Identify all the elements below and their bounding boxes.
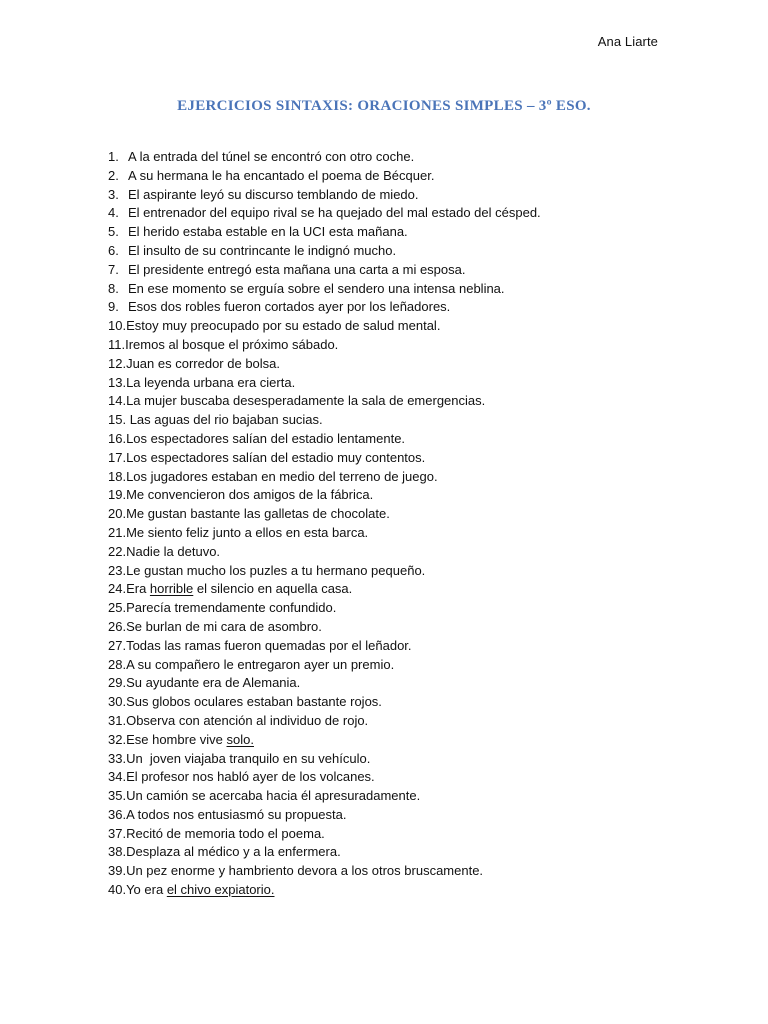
- exercise-item: [108, 843, 541, 862]
- exercise-text: La mujer buscaba desesperadamente la sala de emergencias.: [126, 393, 486, 409]
- exercise-item: [108, 298, 541, 317]
- exercise-text: A su compañero le entregaron ayer un premio.: [126, 656, 395, 672]
- exercise-item: [108, 599, 541, 618]
- exercise-number: 21.: [108, 524, 127, 540]
- exercise-item: [108, 637, 541, 656]
- exercise-number: 9.: [108, 299, 119, 315]
- exercise-item: [108, 204, 541, 223]
- exercise-text: Estoy muy preocupado por su estado de salud mental.: [126, 318, 441, 334]
- exercise-text: A la entrada del túnel se encontró con otro coche.: [128, 149, 415, 164]
- exercise-text: El presidente entregó esta mañana una carta a mi esposa.: [128, 261, 466, 277]
- exercise-number: 23.: [108, 562, 127, 578]
- exercise-item: [108, 261, 541, 280]
- exercise-text: Observa con atención al individuo de rojo.: [126, 712, 369, 728]
- underlined-text: horrible: [149, 581, 194, 597]
- exercise-item: [108, 750, 541, 769]
- exercise-number: 16.: [108, 430, 127, 446]
- exercise-text: Recitó de memoria todo el poema.: [126, 825, 325, 841]
- exercise-item: [108, 336, 541, 355]
- exercise-number: 12.: [108, 355, 127, 371]
- exercise-number: 29.: [108, 675, 127, 691]
- exercise-number: 17.: [108, 449, 127, 465]
- exercise-text: Un joven viajaba tranquilo en su vehículo.: [126, 750, 371, 766]
- exercise-text: Ese hombre vive: [126, 731, 227, 747]
- exercise-number: 31.: [108, 712, 127, 728]
- exercise-number: 26.: [108, 618, 127, 634]
- exercise-text: La leyenda urbana era cierta.: [126, 374, 296, 390]
- exercise-number: 22.: [108, 543, 127, 559]
- exercise-text: Me gustan bastante las galletas de chocolate.: [126, 506, 390, 522]
- underlined-text: solo.: [226, 731, 254, 747]
- exercise-text: El entrenador del equipo rival se ha quejado del mal estado del césped.: [128, 205, 541, 221]
- exercise-number: 3.: [108, 186, 119, 202]
- exercise-text: Las aguas del rio bajaban sucias.: [126, 412, 323, 428]
- exercise-number: 33.: [108, 750, 127, 766]
- exercise-number: 15.: [108, 412, 127, 428]
- exercise-item: [108, 787, 541, 806]
- exercise-text: El insulto de su contrincante le indignó mucho.: [128, 242, 397, 258]
- exercise-item: [108, 881, 541, 900]
- exercise-text: En ese momento se erguía sobre el sendero una intensa neblina.: [128, 280, 505, 296]
- exercise-number: 36.: [108, 806, 127, 822]
- exercise-number: 4.: [108, 205, 119, 221]
- exercise-number: 27.: [108, 637, 127, 653]
- exercise-item: [108, 674, 541, 693]
- exercise-text: Un pez enorme y hambriento devora a los otros bruscamente.: [126, 863, 484, 879]
- exercise-text: Desplaza al médico y a la enfermera.: [126, 844, 341, 860]
- exercise-text: El aspirante leyó su discurso temblando de miedo.: [128, 186, 419, 202]
- exercise-text: Un camión se acercaba hacia él apresuradamente.: [126, 788, 421, 804]
- exercise-item: [108, 167, 541, 186]
- exercise-number: 1.: [108, 149, 119, 164]
- exercise-item: [108, 580, 541, 599]
- exercise-item: [108, 618, 541, 637]
- exercise-item: [108, 524, 541, 543]
- document-title: EJERCICIOS SINTAXIS: ORACIONES SIMPLES – 3º ESO.: [177, 98, 591, 114]
- exercise-text: Me siento feliz junto a ellos en esta barca.: [126, 524, 369, 540]
- exercise-text: Su ayudante era de Alemania.: [126, 675, 301, 691]
- exercise-number: 20.: [108, 506, 127, 522]
- exercise-number: 13.: [108, 374, 127, 390]
- author-name: Ana Liarte: [597, 34, 658, 49]
- exercise-item: [108, 731, 541, 750]
- exercise-text: Los espectadores salían del estadio lentamente.: [126, 430, 406, 446]
- exercise-item: [108, 562, 541, 581]
- exercise-number: 40.: [108, 882, 127, 898]
- exercise-number: 30.: [108, 694, 127, 710]
- exercise-number: 32.: [108, 731, 127, 747]
- exercise-number: 39.: [108, 863, 127, 879]
- exercise-item: [108, 148, 541, 167]
- exercise-number: 37.: [108, 825, 127, 841]
- exercise-number: 24.: [108, 581, 127, 597]
- exercise-item: [108, 862, 541, 881]
- exercise-number: 18.: [108, 468, 127, 484]
- exercise-item: [108, 242, 541, 261]
- exercise-number: 7.: [108, 261, 119, 277]
- exercise-item: [108, 806, 541, 825]
- exercise-item: [108, 505, 541, 524]
- exercise-item: [108, 223, 541, 242]
- exercise-item: [108, 468, 541, 487]
- exercise-item: [108, 374, 541, 393]
- exercise-text: El herido estaba estable en la UCI esta mañana.: [128, 224, 408, 240]
- exercise-item: [108, 486, 541, 505]
- exercise-item: [108, 411, 541, 430]
- exercise-number: 35.: [108, 788, 127, 804]
- exercise-number: 2.: [108, 167, 119, 183]
- exercise-text: Los espectadores salían del estadio muy contentos.: [126, 449, 426, 465]
- exercise-item: [108, 317, 541, 336]
- exercise-text: Parecía tremendamente confundido.: [126, 600, 337, 616]
- exercise-text: Esos dos robles fueron cortados ayer por los leñadores.: [128, 299, 451, 315]
- underlined-text: el chivo expiatorio.: [166, 882, 275, 898]
- exercise-item: [108, 186, 541, 205]
- exercise-text: A su hermana le ha encantado el poema de Bécquer.: [128, 167, 435, 183]
- exercise-text: Le gustan mucho los puzles a tu hermano pequeño.: [126, 562, 426, 578]
- exercise-item: [108, 430, 541, 449]
- exercise-text: Yo era: [126, 882, 167, 898]
- exercise-number: 10.: [108, 318, 127, 334]
- exercise-text: A todos nos entusiasmó su propuesta.: [126, 806, 347, 822]
- exercise-item: [108, 449, 541, 468]
- exercise-number: 25.: [108, 600, 127, 616]
- exercise-number: 8.: [108, 280, 119, 296]
- exercise-text: Se burlan de mi cara de asombro.: [126, 618, 322, 634]
- exercise-item: [108, 712, 541, 731]
- exercise-text: Iremos al bosque el próximo sábado.: [125, 336, 339, 352]
- exercise-text: Era: [126, 581, 150, 597]
- exercise-item: [108, 768, 541, 787]
- exercise-text: Sus globos oculares estaban bastante rojos.: [126, 694, 382, 710]
- exercise-item: [108, 355, 541, 374]
- exercise-text: Me convencieron dos amigos de la fábrica.: [126, 487, 374, 503]
- exercise-text: Todas las ramas fueron quemadas por el leñador.: [126, 637, 412, 653]
- exercise-item: [108, 693, 541, 712]
- exercise-number: 5.: [108, 224, 119, 240]
- exercise-text: Nadie la detuvo.: [126, 543, 221, 559]
- exercise-text: El profesor nos habló ayer de los volcanes.: [126, 769, 375, 785]
- exercise-text: Juan es corredor de bolsa.: [126, 355, 281, 371]
- exercise-item: [108, 280, 541, 299]
- exercise-item: [108, 656, 541, 675]
- exercise-number: 6.: [108, 242, 119, 258]
- exercise-list: [108, 148, 541, 900]
- exercise-number: 34.: [108, 769, 127, 785]
- exercise-item: [108, 543, 541, 562]
- exercise-number: 28.: [108, 656, 127, 672]
- exercise-number: 11.: [108, 336, 126, 352]
- exercise-item: [108, 392, 541, 411]
- exercise-number: 38.: [108, 844, 127, 860]
- exercise-text: Los jugadores estaban en medio del terreno de juego.: [126, 468, 438, 484]
- exercise-number: 19.: [108, 487, 127, 503]
- exercise-text: el silencio en aquella casa.: [193, 581, 353, 597]
- exercise-item: [108, 825, 541, 844]
- exercise-number: 14.: [108, 393, 127, 409]
